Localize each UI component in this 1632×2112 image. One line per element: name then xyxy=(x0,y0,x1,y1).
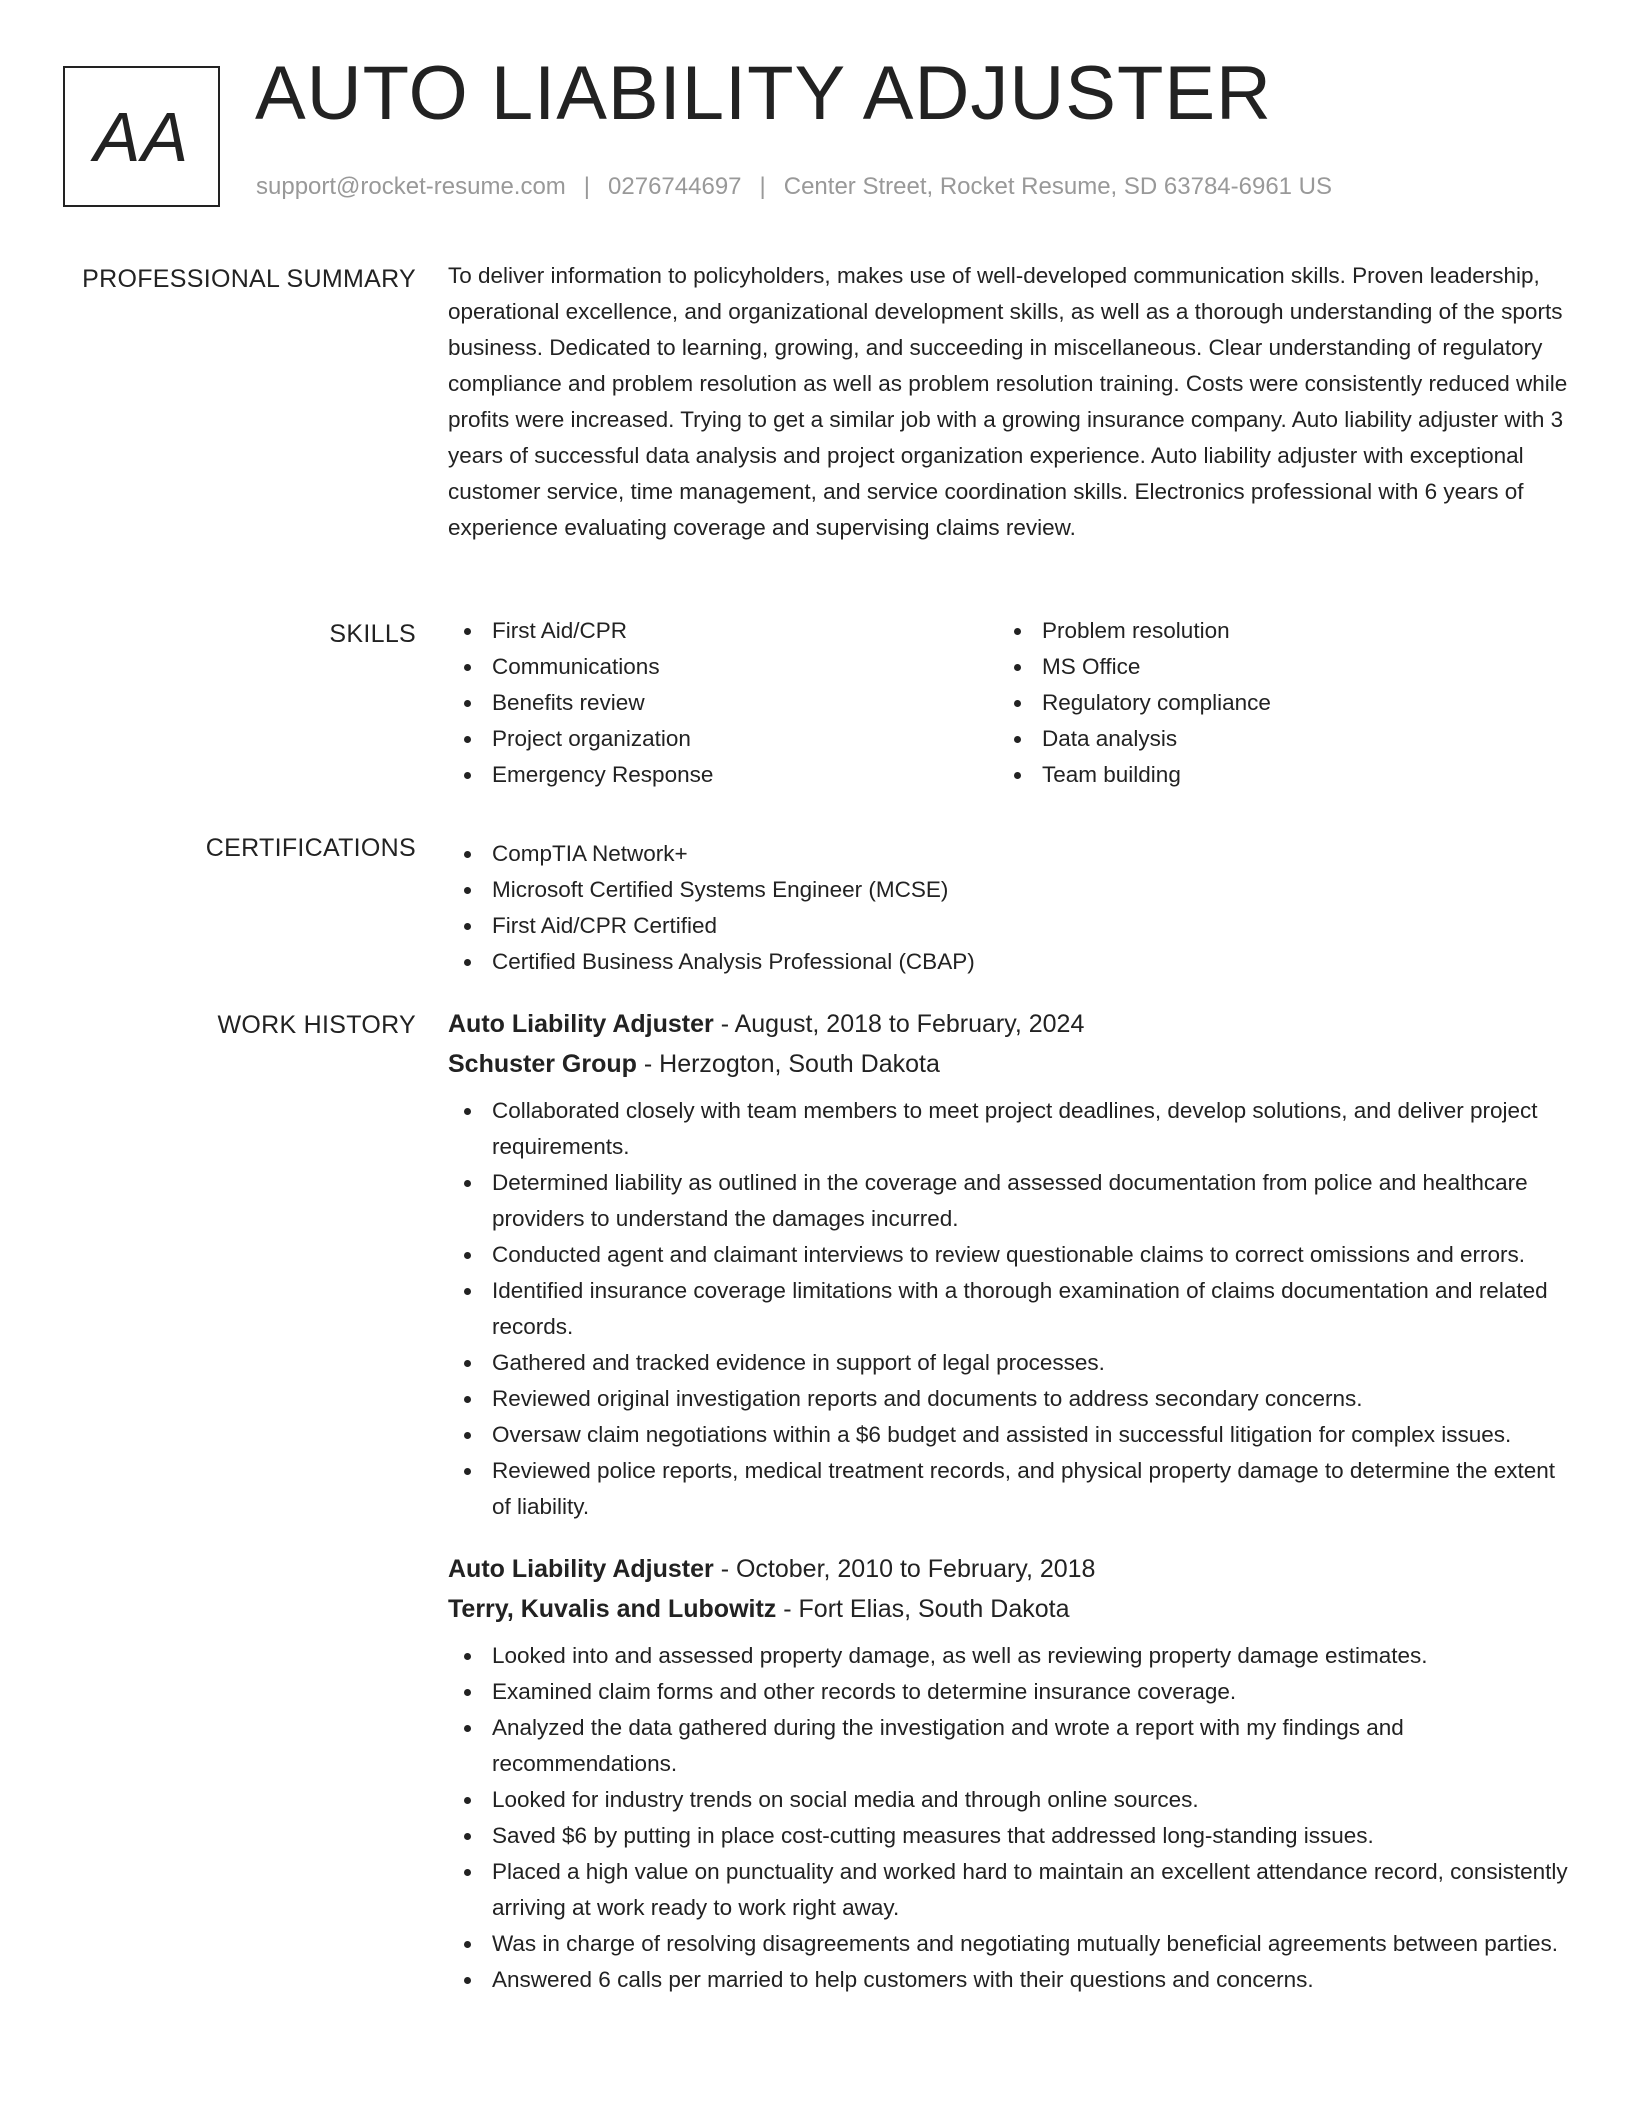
contact-phone: 0276744697 xyxy=(608,173,742,200)
section-label-work-history: WORK HISTORY xyxy=(217,1011,416,1039)
job-bullet: Reviewed police reports, medical treatment records, and physical property damage to determine the extent of liability. xyxy=(448,1453,1568,1525)
skill-item: Benefits review xyxy=(448,685,998,721)
skills-list-right xyxy=(998,613,1548,793)
skill-item: Data analysis xyxy=(998,721,1548,757)
job-bullet: Determined liability as outlined in the coverage and assessed documentation from police and healthcare providers to understand the damages incurred. xyxy=(448,1165,1568,1237)
contact-line xyxy=(256,175,1332,199)
certification-item: CompTIA Network+ xyxy=(448,836,1568,872)
job-bullet: Collaborated closely with team members to meet project deadlines, develop solutions, and deliver project requirements. xyxy=(448,1093,1568,1165)
contact-address: Center Street, Rocket Resume, SD 63784-6961 US xyxy=(783,173,1333,200)
skill-item: MS Office xyxy=(998,649,1548,685)
certifications-list xyxy=(448,836,1568,980)
section-label-summary: PROFESSIONAL SUMMARY xyxy=(82,265,416,293)
section-label-skills: SKILLS xyxy=(329,620,416,648)
contact-separator: | xyxy=(583,173,591,200)
resume-name-title: AUTO LIABILITY ADJUSTER xyxy=(255,51,1272,136)
skill-item: Problem resolution xyxy=(998,613,1548,649)
job-title-line xyxy=(448,1549,1568,1589)
job-bullet: Looked for industry trends on social media and through online sources. xyxy=(448,1782,1568,1818)
job-title: Auto Liability Adjuster xyxy=(448,1555,714,1583)
summary-text: To deliver information to policyholders, makes use of well-developed communication skills. Proven leadership, operational excellence, and organizational development skills, as well as a thorough understanding of the sports business. Dedicated to learning, growing, and succeeding in miscellaneous. Clear understanding of regulatory compliance and problem resolution as well as problem resolution training. Costs were consistently reduced while profits were increased. Trying to get a similar job with a growing insurance company. Auto liability adjuster with 3 years of successful data analysis and project organization experience. Auto liability adjuster with exceptional customer service, time management, and service coordination skills. Electronics professional with 6 years of experience evaluating coverage and supervising claims review. xyxy=(448,263,1568,540)
monogram-box: AA xyxy=(63,66,220,207)
job-company-line xyxy=(448,1589,1568,1629)
job-bullet: Analyzed the data gathered during the investigation and wrote a report with my findings and recommendations. xyxy=(448,1710,1568,1782)
certification-item: First Aid/CPR Certified xyxy=(448,908,1568,944)
skill-item: Team building xyxy=(998,757,1548,793)
job-bullet: Gathered and tracked evidence in support of legal processes. xyxy=(448,1345,1568,1381)
job-bullet-list xyxy=(448,1093,1568,1525)
job-location: - Fort Elias, South Dakota xyxy=(776,1595,1070,1623)
job-entry xyxy=(448,1004,1568,1525)
skill-item: Emergency Response xyxy=(448,757,998,793)
job-location: - Herzogton, South Dakota xyxy=(636,1050,940,1078)
job-bullet: Answered 6 calls per married to help customers with their questions and concerns. xyxy=(448,1962,1568,1998)
job-dates: - August, 2018 to February, 2024 xyxy=(713,1010,1085,1038)
job-entry xyxy=(448,1549,1568,1998)
skills-list-left xyxy=(448,613,998,793)
certification-item: Certified Business Analysis Professional (CBAP) xyxy=(448,944,1568,980)
skills-body xyxy=(448,618,1568,793)
job-company: Terry, Kuvalis and Lubowitz xyxy=(448,1595,777,1623)
section-label-certifications: CERTIFICATIONS xyxy=(205,834,416,862)
skill-item: First Aid/CPR xyxy=(448,613,998,649)
contact-email: support@rocket-resume.com xyxy=(256,173,566,200)
job-bullet: Reviewed original investigation reports and documents to address secondary concerns. xyxy=(448,1381,1568,1417)
certifications-body xyxy=(448,836,1568,980)
skill-item: Communications xyxy=(448,649,998,685)
job-bullet: Examined claim forms and other records to determine insurance coverage. xyxy=(448,1674,1568,1710)
job-bullet: Was in charge of resolving disagreements and negotiating mutually beneficial agreements between parties. xyxy=(448,1926,1568,1962)
job-company-line xyxy=(448,1044,1568,1084)
job-bullet: Placed a high value on punctuality and worked hard to maintain an excellent attendance record, consistently arriving at work ready to work right away. xyxy=(448,1854,1568,1926)
job-title-line xyxy=(448,1004,1568,1044)
job-company: Schuster Group xyxy=(448,1050,637,1078)
job-bullet: Saved $6 by putting in place cost-cutting measures that addressed long-standing issues. xyxy=(448,1818,1568,1854)
work-history-body xyxy=(448,1010,1568,1998)
job-bullet: Identified insurance coverage limitations with a thorough examination of claims documentation and related records. xyxy=(448,1273,1568,1345)
job-bullet: Conducted agent and claimant interviews to review questionable claims to correct omissions and errors. xyxy=(448,1237,1568,1273)
job-bullet-list xyxy=(448,1638,1568,1998)
job-dates: - October, 2010 to February, 2018 xyxy=(713,1555,1096,1583)
skill-item: Project organization xyxy=(448,721,998,757)
certification-item: Microsoft Certified Systems Engineer (MCSE) xyxy=(448,872,1568,908)
contact-separator: | xyxy=(759,173,766,200)
job-title: Auto Liability Adjuster xyxy=(448,1010,714,1038)
summary-body xyxy=(448,263,1568,546)
job-bullet: Oversaw claim negotiations within a $6 budget and assisted in successful litigation for complex issues. xyxy=(448,1417,1568,1453)
job-bullet: Looked into and assessed property damage, as well as reviewing property damage estimates. xyxy=(448,1638,1568,1674)
skill-item: Regulatory compliance xyxy=(998,685,1548,721)
